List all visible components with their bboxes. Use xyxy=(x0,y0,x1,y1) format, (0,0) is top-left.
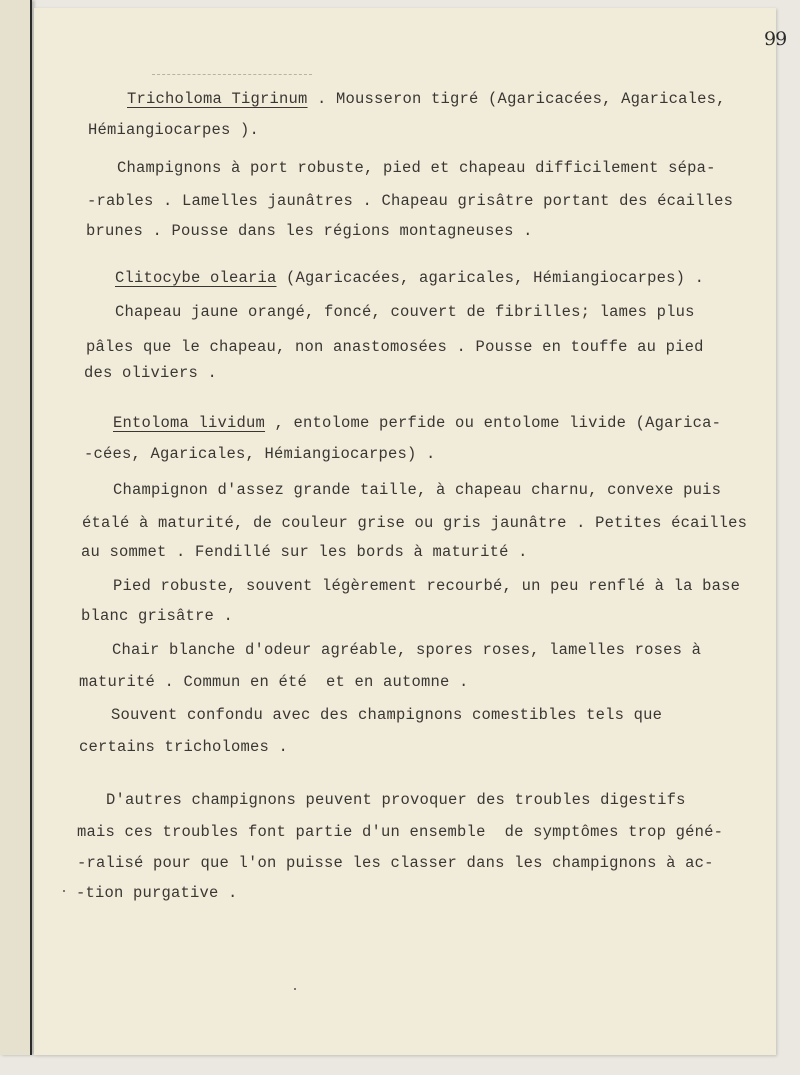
section-2-line-2: pâles que le chapeau, non anastomosées . Pousse en touffe au pied xyxy=(86,338,704,356)
closing-line-4: -tion purgative . xyxy=(76,884,238,902)
section-3-line-1: -cées, Agaricales, Hémiangiocarpes) . xyxy=(84,445,436,463)
section-2-heading-rest: (Agaricacées, agaricales, Hémiangiocarpes) . xyxy=(276,269,705,287)
section-3-line-10: certains tricholomes . xyxy=(79,738,289,756)
section-3-heading-rest: , entolome perfide ou entolome livide (Agarica- xyxy=(265,414,722,432)
section-1-heading-rest: . Mousseron tigré (Agaricacées, Agaricales, xyxy=(307,90,726,108)
section-3-line-7: Chair blanche d'odeur agréable, spores roses, lamelles roses à xyxy=(112,641,702,659)
section-1-line-4: brunes . Pousse dans les régions montagneuses . xyxy=(86,222,533,240)
species-name-clitocybe: Clitocybe olearia xyxy=(115,269,277,287)
section-1-line-1: Hémiangiocarpes ). xyxy=(88,121,260,139)
section-3-line-5: Pied robuste, souvent légèrement recourbé, un peu renflé à la base xyxy=(113,577,741,595)
section-1-heading-line xyxy=(127,90,726,108)
section-1-line-2: Champignons à port robuste, pied et chapeau difficilement sépa- xyxy=(117,159,716,177)
species-name-entoloma: Entoloma lividum xyxy=(113,414,266,432)
section-2-heading-line xyxy=(115,269,704,287)
page-number: 99 xyxy=(764,28,787,50)
closing-line-1: D'autres champignons peuvent provoquer des troubles digestifs xyxy=(106,791,686,809)
section-3-line-8: maturité . Commun en été et en automne . xyxy=(79,673,469,691)
section-3-line-4: au sommet . Fendillé sur les bords à maturité . xyxy=(81,543,528,561)
section-2-line-3: des oliviers . xyxy=(84,364,218,382)
closing-line-3: -ralisé pour que l'on puisse les classer dans les champignons à ac- xyxy=(77,854,714,872)
species-name-tricholoma: Tricholoma Tigrinum xyxy=(127,90,308,108)
binder-cover-edge xyxy=(0,0,32,1055)
section-3-line-9: Souvent confondu avec des champignons comestibles tels que xyxy=(111,706,663,724)
section-2-line-1: Chapeau jaune orangé, foncé, couvert de fibrilles; lames plus xyxy=(115,303,695,321)
section-3-line-3: étalé à maturité, de couleur grise ou gris jaunâtre . Petites écailles xyxy=(82,514,748,532)
section-1-line-3: -rables . Lamelles jaunâtres . Chapeau grisâtre portant des écailles xyxy=(87,192,734,210)
section-3-heading-line xyxy=(113,414,721,432)
section-3-line-2: Champignon d'assez grande taille, à chapeau charnu, convexe puis xyxy=(113,481,722,499)
section-3-line-6: blanc grisâtre . xyxy=(81,607,234,625)
faint-rule xyxy=(152,74,312,75)
closing-line-2: mais ces troubles font partie d'un ensemble de symptômes trop géné- xyxy=(77,823,724,841)
